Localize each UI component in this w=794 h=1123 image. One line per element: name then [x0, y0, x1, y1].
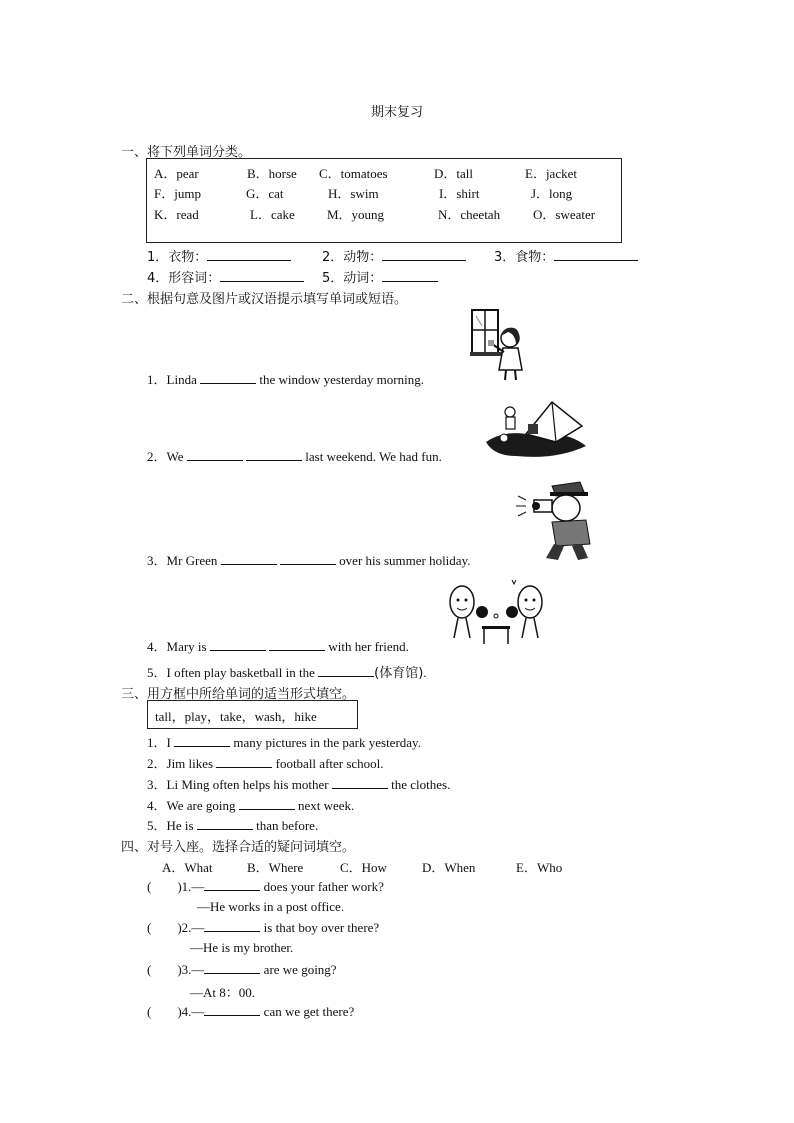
answer-paren[interactable]: ( ) — [147, 962, 182, 977]
word-m: M．young — [327, 207, 385, 222]
girl-washing-window-picture — [470, 308, 532, 382]
answer-blank[interactable] — [207, 248, 291, 261]
word-a: A．pear — [154, 166, 199, 181]
s2-q3: 3．Mr Green over his summer holiday. — [147, 553, 471, 568]
answer-blank[interactable] — [221, 552, 277, 565]
s4-q2: ( )2.— is that boy over there? — [147, 920, 380, 935]
answer-blank[interactable] — [239, 797, 295, 810]
s1-q1: 1．衣物： — [147, 246, 291, 265]
section-1-heading: 一、将下列单词分类。 — [121, 145, 252, 160]
word-e: E．jacket — [525, 166, 577, 181]
word-k: K．read — [154, 207, 199, 222]
answer-blank[interactable] — [246, 448, 302, 461]
answer-blank[interactable] — [332, 776, 388, 789]
answer-blank[interactable] — [280, 552, 336, 565]
word-f: F．jump — [154, 186, 201, 201]
s1-q2: 2．动物： — [322, 246, 466, 265]
answer-blank[interactable] — [269, 638, 325, 651]
s4-q4: ( )4.— can we get there? — [147, 1004, 355, 1019]
s2-q1: 1．Linda the window yesterday morning. — [147, 372, 424, 387]
answer-paren[interactable]: ( ) — [147, 1004, 182, 1019]
answer-blank[interactable] — [204, 919, 260, 932]
word-bank: tall，play，take，wash，hike — [155, 709, 317, 724]
answer-blank[interactable] — [204, 961, 260, 974]
word-h: H．swim — [328, 186, 379, 201]
word-o: O．sweater — [533, 207, 596, 222]
answer-blank[interactable] — [174, 734, 230, 747]
answer-blank[interactable] — [382, 248, 466, 261]
word-i: I．shirt — [439, 186, 480, 201]
s3-q5: 5．He is than before. — [147, 818, 319, 833]
camping-tent-picture — [486, 398, 586, 460]
answer-blank[interactable] — [382, 269, 438, 282]
s3-q4: 4．We are going next week. — [147, 798, 355, 813]
section-2-heading: 二、根据句意及图片或汉语提示填写单词或短语。 — [121, 292, 408, 307]
section-3-heading: 三、用方框中所给单词的适当形式填空。 — [121, 687, 356, 702]
option-c: C．How — [340, 860, 387, 875]
word-d: D．tall — [434, 166, 473, 181]
answer-blank[interactable] — [200, 371, 256, 384]
word-j: J．long — [531, 186, 573, 201]
ping-pong-picture — [444, 578, 548, 648]
answer-blank[interactable] — [216, 755, 272, 768]
answer-blank[interactable] — [210, 638, 266, 651]
answer-paren[interactable]: ( ) — [147, 879, 182, 894]
word-b: B．horse — [247, 166, 297, 181]
option-d: D．When — [422, 860, 476, 875]
answer-blank[interactable] — [318, 664, 374, 677]
answer-blank[interactable] — [187, 448, 243, 461]
section-4-heading: 四、对号入座。选择合适的疑问词填空。 — [121, 840, 356, 855]
man-with-camera-picture — [516, 478, 592, 562]
s3-q3: 3．Li Ming often helps his mother the clothes. — [147, 777, 451, 792]
s1-q3: 3．食物： — [494, 246, 638, 265]
word-l: L．cake — [250, 207, 295, 222]
s4-q2-answer: —He is my brother. — [190, 940, 294, 955]
answer-blank[interactable] — [197, 817, 253, 830]
s2-q2: 2．We last weekend. We had fun. — [147, 449, 442, 464]
s1-q5: 5．动词： — [322, 267, 438, 286]
s4-q1: ( )1.— does your father work? — [147, 879, 384, 894]
option-e: E．Who — [516, 860, 563, 875]
page-title: 期末复习 — [370, 105, 423, 120]
answer-blank[interactable] — [204, 878, 260, 891]
word-n: N．cheetah — [438, 207, 501, 222]
option-a: A．What — [162, 860, 213, 875]
s2-q4: 4．Mary is with her friend. — [147, 639, 409, 654]
word-g: G．cat — [246, 186, 284, 201]
answer-blank[interactable] — [220, 269, 304, 282]
option-b: B．Where — [247, 860, 304, 875]
s3-q2: 2．Jim likes football after school. — [147, 756, 384, 771]
s2-q5: 5．I often play basketball in the (体育馆). — [147, 665, 427, 681]
word-c: C．tomatoes — [319, 166, 388, 181]
s4-q3-answer: —At 8：00. — [190, 985, 256, 1000]
answer-blank[interactable] — [554, 248, 638, 261]
s4-q1-answer: —He works in a post office. — [197, 899, 345, 914]
answer-blank[interactable] — [204, 1003, 260, 1016]
s3-q1: 1．I many pictures in the park yesterday. — [147, 735, 421, 750]
s1-q4: 4．形容词： — [147, 267, 304, 286]
answer-paren[interactable]: ( ) — [147, 920, 182, 935]
s4-q3: ( )3.— are we going? — [147, 962, 337, 977]
